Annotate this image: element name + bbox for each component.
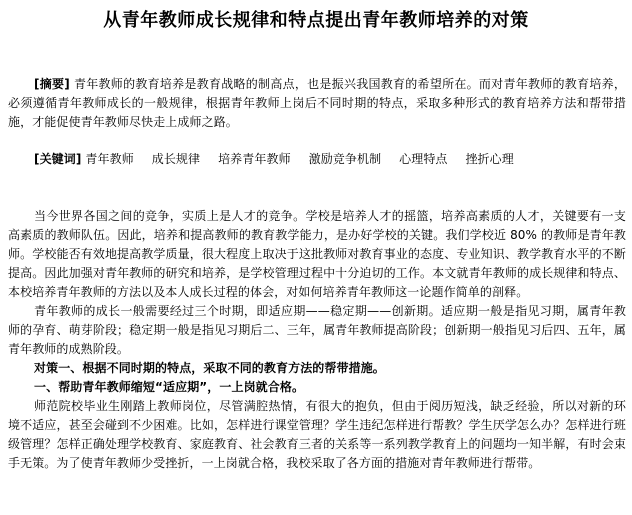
keywords-tag: [关键词] bbox=[34, 152, 82, 166]
abstract-paragraph bbox=[8, 75, 626, 132]
body-paragraph-3: 师范院校毕业生刚踏上教师岗位，尽管满腔热情，有很大的抱负，但由于阅历短浅，缺乏经验，所以对新的环境不适应，甚至会碰到不少困难。比如，怎样进行课堂管理？学生违纪怎样进行帮教？学生厌学怎么办？怎样进行班级管理？怎样正确处理学校教育、家庭教育、社会教育三者的关系等一系列教学教育上的问题均一知半解，有时会束手无策。为了使青年教师少受挫折，一上岗就合格，我校采取了各方面的措施对青年教师进行帮带。 bbox=[8, 399, 626, 470]
keywords-paragraph bbox=[8, 150, 626, 169]
body-paragraph-1: 当今世界各国之间的竞争，实质上是人才的竞争。学校是培养人才的摇篮，培养高素质的人才，关键要有一支高素质的教师队伍。因此，培养和提高教师的教育教学能力，是办好学校的关键。我们学校近 80% 的教师是青年教师。学校能否有效地提高教学质量，很大程度上取决于这批教师对教育事业的态度、专业知识、教学教育水平的不断提高。因此加强对青年教师的研究和培养，是学校管理过程中十分迫切的工作。本文就青年教师的成长规律和特点、本校培养青年教师的方法以及本人成长过程的体会，对如何培养青年教师这一论题作简单的剖释。 bbox=[8, 209, 626, 299]
keyword-item: 青年教师 bbox=[85, 152, 134, 166]
keyword-item: 挫折心理 bbox=[465, 152, 514, 166]
keyword-item: 激励竞争机制 bbox=[308, 152, 382, 166]
keyword-item: 成长规律 bbox=[151, 152, 201, 166]
section-heading: 一、帮助青年教师缩短“适应期”，一上岗就合格。 bbox=[34, 380, 305, 394]
keyword-item: 培养青年教师 bbox=[218, 152, 291, 166]
abstract-tag: [摘要] bbox=[34, 77, 70, 91]
document-title: 从青年教师成长规律和特点提出青年教师培养的对策 bbox=[103, 10, 529, 31]
strategy-heading: 对策一、根据不同时期的特点，采取不同的教育方法的帮带措施。 bbox=[34, 361, 385, 375]
body-paragraph-2: 青年教师的成长一般需要经过三个时期，即适应期——稳定期——创新期。适应期一般是指见习期，属青年教师的孕育、萌芽阶段；稳定期一般是指见习期后二、三年，属青年教师提高阶段；创新期一般指见习后四、五年，属青年教师的成熟阶段。 bbox=[8, 304, 626, 356]
keyword-item: 心理特点 bbox=[399, 152, 448, 166]
abstract-text: 青年教师的教育培养是教育战略的制高点，也是振兴我国教育的希望所在。而对青年教师的教育培养，必须遵循青年教师成长的一般规律，根据青年教师上岗后不同时期的特点，采取多种形式的教育培养方法和帮带措施，才能促使青年教师尽快走上成师之路。 bbox=[8, 77, 626, 129]
body-section bbox=[8, 207, 626, 473]
